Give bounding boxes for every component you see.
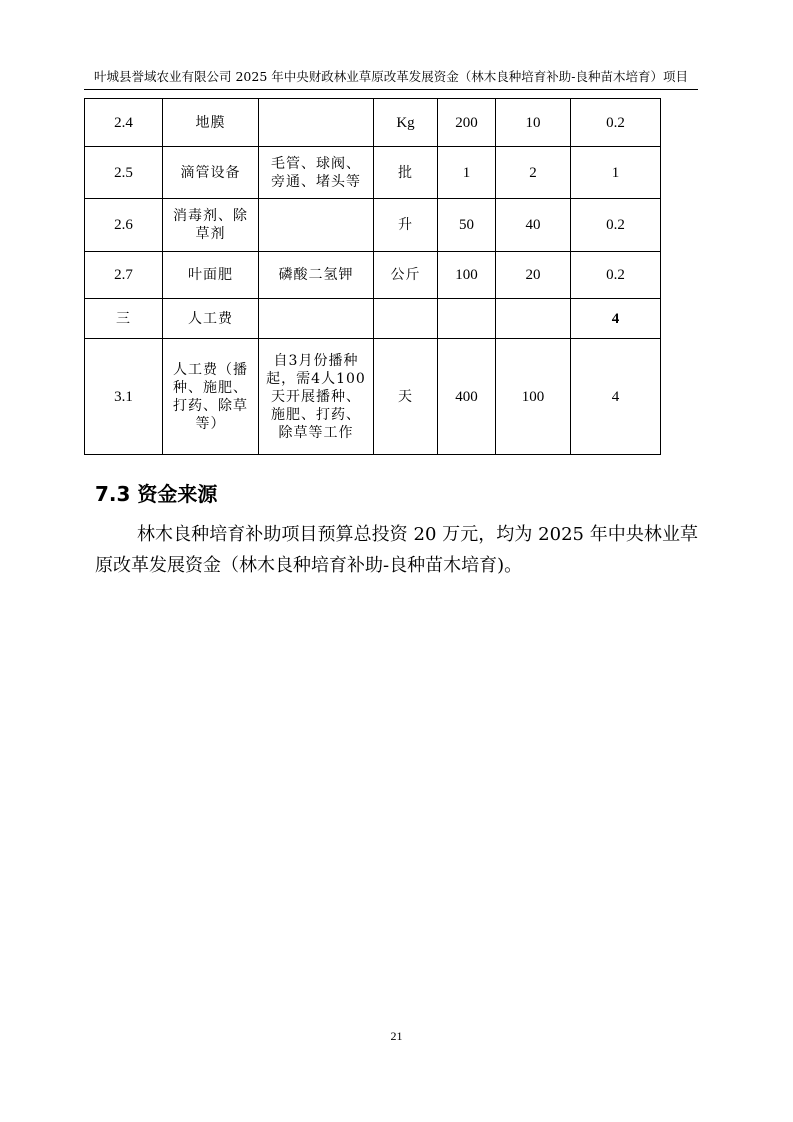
table-row — [85, 99, 661, 147]
funding-paragraph: 林木良种培育补助项目预算总投资 20 万元，均为 2025 年中央林业草原改革发展资金（林木良种培育补助-良种苗木培育)。 — [95, 524, 698, 576]
table-row — [85, 252, 661, 299]
cell-no: 2.7 — [85, 252, 163, 299]
cell-price — [438, 299, 496, 339]
cell-spec — [259, 299, 374, 339]
cell-unit: Kg — [374, 99, 438, 147]
cell-unit: 批 — [374, 147, 438, 199]
cell-qty: 40 — [496, 199, 571, 252]
cell-no: 2.4 — [85, 99, 163, 147]
cell-amount: 4 — [571, 299, 661, 339]
cell-no: 2.5 — [85, 147, 163, 199]
cell-qty: 100 — [496, 339, 571, 455]
cell-amount: 0.2 — [571, 199, 661, 252]
cell-no: 2.6 — [85, 199, 163, 252]
cell-spec: 毛管、球阀、旁通、堵头等 — [259, 147, 374, 199]
cell-amount: 1 — [571, 147, 661, 199]
cell-amount: 0.2 — [571, 252, 661, 299]
cell-unit — [374, 299, 438, 339]
cell-price: 1 — [438, 147, 496, 199]
cell-price: 50 — [438, 199, 496, 252]
cell-name: 消毒剂、除草剂 — [163, 199, 259, 252]
table-row — [85, 147, 661, 199]
cell-no: 3.1 — [85, 339, 163, 455]
cell-no: 三 — [85, 299, 163, 339]
cell-spec: 自3月份播种起，需4人100天开展播种、施肥、打药、除草等工作 — [259, 339, 374, 455]
table-row — [85, 339, 661, 455]
cell-unit: 升 — [374, 199, 438, 252]
budget-table — [84, 98, 661, 455]
header-rule — [84, 89, 698, 90]
cell-qty: 10 — [496, 99, 571, 147]
table-row — [85, 199, 661, 252]
cell-name: 地膜 — [163, 99, 259, 147]
cell-name: 叶面肥 — [163, 252, 259, 299]
cell-spec — [259, 99, 374, 147]
cell-qty: 2 — [496, 147, 571, 199]
cell-name: 人工费 — [163, 299, 259, 339]
cell-spec — [259, 199, 374, 252]
cell-price: 400 — [438, 339, 496, 455]
cell-amount: 0.2 — [571, 99, 661, 147]
running-header: 叶城县誉域农业有限公司 2025 年中央财政林业草原改革发展资金（林木良种培育补助-良种苗木培育）项目 — [94, 69, 688, 84]
cell-amount: 4 — [571, 339, 661, 455]
cell-price: 100 — [438, 252, 496, 299]
cell-name: 人工费（播种、施肥、打药、除草等） — [163, 339, 259, 455]
cell-spec: 磷酸二氢钾 — [259, 252, 374, 299]
cell-unit: 天 — [374, 339, 438, 455]
table-row — [85, 299, 661, 339]
cell-qty: 20 — [496, 252, 571, 299]
cell-price: 200 — [438, 99, 496, 147]
page-number: 21 — [390, 1029, 403, 1043]
cell-unit: 公斤 — [374, 252, 438, 299]
cell-qty — [496, 299, 571, 339]
cell-name: 滴管设备 — [163, 147, 259, 199]
section-heading: 7.3 资金来源 — [95, 482, 218, 506]
